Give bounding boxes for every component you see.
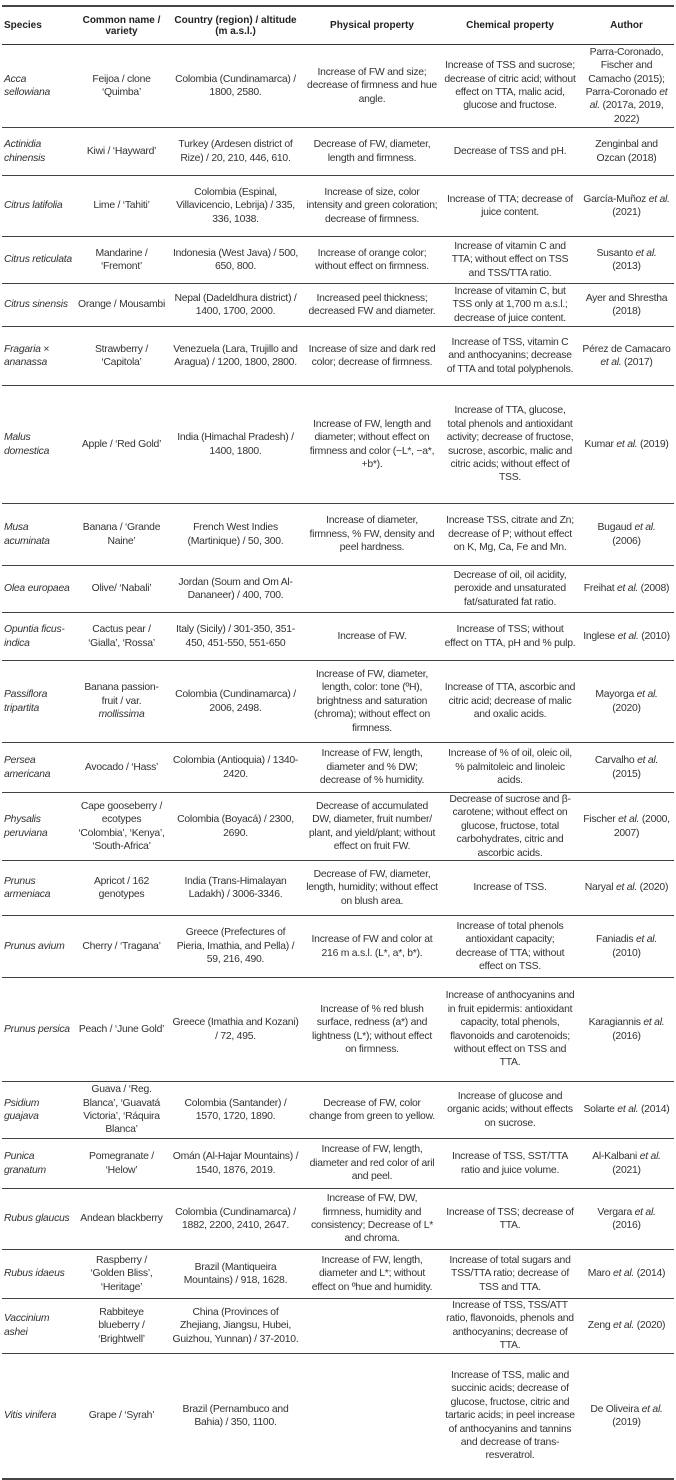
chemical-property-cell: Increase of vitamin C and TTA; without effect on TSS and TSS/TTA ratio. [441, 237, 579, 284]
species-cell: Persea americana [2, 743, 75, 793]
chemical-property-cell: Increase of TSS, TSS/ATT ratio, flavonoids, phenols and anthocyanins; decrease of TTA. [441, 1299, 579, 1354]
species-cell: Acca sellowiana [2, 45, 75, 128]
author-cell: Ayer and Shrestha (2018) [579, 284, 674, 327]
country-cell: Omán (Al-Hajar Mountains) / 1540, 1876, 2019. [168, 1139, 303, 1189]
country-cell: Venezuela (Lara, Trujillo and Aragua) / 1200, 1800, 2800. [168, 327, 303, 386]
author-cell: Inglese et al. (2010) [579, 613, 674, 661]
physical-property-cell: Increase of diameter, firmness, % FW, density and peel hardness. [303, 504, 441, 566]
author-cell: Solarte et al. (2014) [579, 1082, 674, 1139]
common-name-cell: Mandarine / ‘Fremont’ [75, 237, 168, 284]
physical-property-cell: Increase of FW. [303, 613, 441, 661]
physical-property-cell: Increase of orange color; without effect on firmness. [303, 237, 441, 284]
chemical-property-cell: Increase of TTA; decrease of juice content. [441, 176, 579, 237]
author-cell: Mayorga et al. (2020) [579, 661, 674, 743]
physical-property-cell: Increase of size and dark red color; decrease of firmness. [303, 327, 441, 386]
physical-property-cell: Decrease of FW, diameter, length, humidity; without effect on blush area. [303, 861, 441, 916]
common-name-cell: Avocado / ‘Hass’ [75, 743, 168, 793]
chemical-property-cell: Decrease of TSS and pH. [441, 128, 579, 176]
table-row [2, 504, 674, 566]
common-name-cell: Rabbiteye blueberry / ‘Brightwell’ [75, 1299, 168, 1354]
chemical-property-cell: Increase of total phenols antioxidant capacity; decrease of TTA; without effect on TSS. [441, 916, 579, 978]
common-name-cell: Apple / ‘Red Gold’ [75, 386, 168, 504]
species-cell: Prunus avium [2, 916, 75, 978]
chemical-property-cell: Increase of anthocyanins and in fruit epidermis: antioxidant capacity, total phenols, flavonoids and carotenoids; without effect on TSS and TTA. [441, 978, 579, 1082]
species-cell: Vaccinium ashei [2, 1299, 75, 1354]
table-body [2, 45, 674, 1480]
country-cell: Brazil (Pernambuco and Bahia) / 350, 1100. [168, 1353, 303, 1479]
country-cell: India (Himachal Pradesh) / 1400, 1800. [168, 386, 303, 504]
author-cell: Carvalho et al. (2015) [579, 743, 674, 793]
table-row [2, 1189, 674, 1250]
species-cell: Rubus idaeus [2, 1250, 75, 1299]
country-cell: French West Indies (Martinique) / 50, 300. [168, 504, 303, 566]
author-cell: García-Muñoz et al. (2021) [579, 176, 674, 237]
country-cell: Greece (Prefectures of Pieria, Imathia, and Pella) / 59, 216, 490. [168, 916, 303, 978]
chemical-property-cell: Increase of TTA, ascorbic and citric acid; decrease of malic and oxalic acids. [441, 661, 579, 743]
species-cell: Malus domestica [2, 386, 75, 504]
author-cell: Maro et al. (2014) [579, 1250, 674, 1299]
physical-property-cell: Increase of FW and size; decrease of firmness and hue angle. [303, 45, 441, 128]
physical-property-cell: Increase of % red blush surface, redness (a*) and lightness (L*); without effect on firmness. [303, 978, 441, 1082]
fruit-altitude-table [2, 5, 674, 1480]
physical-property-cell: Increase of FW, length and diameter; without effect on firmness and color (−L*, −a*, +b*). [303, 386, 441, 504]
country-cell: Turkey (Ardesen district of Rize) / 20, 210, 446, 610. [168, 128, 303, 176]
country-cell: Brazil (Mantiqueira Mountains) / 918, 1628. [168, 1250, 303, 1299]
table-row [2, 1082, 674, 1139]
author-cell: Freihat et al. (2008) [579, 566, 674, 613]
chemical-property-cell: Decrease of oil, oil acidity, peroxide and unsaturated fat/saturated fat ratio. [441, 566, 579, 613]
common-name-cell: Cape gooseberry / ecotypes ‘Colombia’, ‘Kenya’, ‘South-Africa’ [75, 793, 168, 861]
physical-property-cell [303, 1299, 441, 1354]
country-cell: Indonesia (West Java) / 500, 650, 800. [168, 237, 303, 284]
common-name-cell: Feijoa / clone ‘Quimba’ [75, 45, 168, 128]
physical-property-cell: Decrease of accumulated DW, diameter, fruit number/ plant, and yield/plant; without effect on fruit FW. [303, 793, 441, 861]
author-cell: Parra-Coronado, Fischer and Camacho (2015); Parra-Coronado et al. (2017a, 2019, 2022) [579, 45, 674, 128]
physical-property-cell: Increase of FW, length, diameter and L*; without effect on ºhue and humidity. [303, 1250, 441, 1299]
common-name-cell: Raspberry / ‘Golden Bliss’, ‘Heritage’ [75, 1250, 168, 1299]
table-row [2, 386, 674, 504]
country-cell: Colombia (Cundinamarca) / 1800, 2580. [168, 45, 303, 128]
author-cell: Bugaud et al. (2006) [579, 504, 674, 566]
table-row [2, 793, 674, 861]
species-cell: Prunus armeniaca [2, 861, 75, 916]
physical-property-cell: Increase of FW, DW, firmness, humidity and consistency; Decrease of L* and chroma. [303, 1189, 441, 1250]
table-row [2, 176, 674, 237]
table-row [2, 978, 674, 1082]
physical-property-cell: Increase of FW, length, diameter and red color of aril and peel. [303, 1139, 441, 1189]
common-name-cell: Orange / Mousambi [75, 284, 168, 327]
country-cell: Greece (Imathia and Kozani) / 72, 495. [168, 978, 303, 1082]
species-cell: Musa acuminata [2, 504, 75, 566]
species-cell: Citrus latifolia [2, 176, 75, 237]
species-cell: Punica granatum [2, 1139, 75, 1189]
author-cell: Zeng et al. (2020) [579, 1299, 674, 1354]
table-row [2, 1353, 674, 1479]
table-row [2, 743, 674, 793]
species-cell: Passiflora tripartita [2, 661, 75, 743]
author-cell: Naryal et al. (2020) [579, 861, 674, 916]
common-name-cell: Cactus pear / ‘Gialla’, ‘Rossa’ [75, 613, 168, 661]
country-cell: Colombia (Cundinamarca) / 1882, 2200, 2410, 2647. [168, 1189, 303, 1250]
common-name-cell: Grape / ‘Syrah’ [75, 1353, 168, 1479]
physical-property-cell: Increase of FW and color at 216 m a.s.l. (L*, a*, b*). [303, 916, 441, 978]
chemical-property-cell: Increase of TSS, malic and succinic acids; decrease of glucose, fructose, citric and tartaric acids; in peel increase of anthocyanins and tannins and decrease of trans-resveratrol. [441, 1353, 579, 1479]
country-cell: Colombia (Antioquia) / 1340-2420. [168, 743, 303, 793]
species-cell: Fragaria × ananassa [2, 327, 75, 386]
species-cell: Olea europaea [2, 566, 75, 613]
country-cell: Colombia (Espinal, Villavicencio, Lebrija) / 335, 336, 1038. [168, 176, 303, 237]
author-cell: Karagiannis et al. (2016) [579, 978, 674, 1082]
header-country: Country (region) / altitude (m a.s.l.) [168, 6, 303, 45]
country-cell: Italy (Sicily) / 301-350, 351-450, 451-550, 551-650 [168, 613, 303, 661]
header-author: Author [579, 6, 674, 45]
chemical-property-cell: Increase of glucose and organic acids; without effects on sucrose. [441, 1082, 579, 1139]
species-cell: Actinidia chinensis [2, 128, 75, 176]
chemical-property-cell: Increase of TSS; without effect on TTA, pH and % pulp. [441, 613, 579, 661]
header-chemical: Chemical property [441, 6, 579, 45]
species-cell: Citrus sinensis [2, 284, 75, 327]
common-name-cell: Apricot / 162 genotypes [75, 861, 168, 916]
table-row [2, 861, 674, 916]
table-row [2, 327, 674, 386]
author-cell: Al-Kalbani et al. (2021) [579, 1139, 674, 1189]
chemical-property-cell: Increase of vitamin C, but TSS only at 1,700 m a.s.l.; decrease of juice content. [441, 284, 579, 327]
common-name-cell: Olive/ ‘Nabali’ [75, 566, 168, 613]
table-row [2, 566, 674, 613]
common-name-cell: Pomegranate / ‘Helow’ [75, 1139, 168, 1189]
species-cell: Rubus glaucus [2, 1189, 75, 1250]
table-row [2, 661, 674, 743]
common-name-cell: Lime / ‘Tahiti’ [75, 176, 168, 237]
species-cell: Citrus reticulata [2, 237, 75, 284]
author-cell: Fischer et al. (2000, 2007) [579, 793, 674, 861]
physical-property-cell [303, 1353, 441, 1479]
species-cell: Psidium guajava [2, 1082, 75, 1139]
table-row [2, 128, 674, 176]
physical-property-cell: Decrease of FW, color change from green to yellow. [303, 1082, 441, 1139]
country-cell: Colombia (Cundinamarca) / 2006, 2498. [168, 661, 303, 743]
common-name-cell: Banana / ‘Grande Naine’ [75, 504, 168, 566]
table-row [2, 1139, 674, 1189]
species-cell: Physalis peruviana [2, 793, 75, 861]
chemical-property-cell: Increase of TSS; decrease of TTA. [441, 1189, 579, 1250]
species-cell: Prunus persica [2, 978, 75, 1082]
table-row [2, 916, 674, 978]
common-name-cell: Andean blackberry [75, 1189, 168, 1250]
header-physical: Physical property [303, 6, 441, 45]
author-cell: Faniadis et al. (2010) [579, 916, 674, 978]
chemical-property-cell: Increase of TSS, SST/TTA ratio and juice volume. [441, 1139, 579, 1189]
chemical-property-cell: Increase TSS, citrate and Zn; decrease of P; without effect on K, Mg, Ca, Fe and Mn. [441, 504, 579, 566]
chemical-property-cell: Increase of TSS and sucrose; decrease of citric acid; without effect on TTA, malic acid, glucose and fructose. [441, 45, 579, 128]
header-common-name: Common name / variety [75, 6, 168, 45]
chemical-property-cell: Decrease of sucrose and β-carotene; without effect on glucose, fructose, total carbohydrates, citric and ascorbic acids. [441, 793, 579, 861]
physical-property-cell: Increase of size, color intensity and green coloration; decrease of firmness. [303, 176, 441, 237]
country-cell: India (Trans-Himalayan Ladakh) / 3006-3346. [168, 861, 303, 916]
table-row [2, 237, 674, 284]
physical-property-cell: Increase of FW, length, diameter and % DW; decrease of % humidity. [303, 743, 441, 793]
common-name-cell: Strawberry / ‘Capitola’ [75, 327, 168, 386]
chemical-property-cell: Increase of TSS, vitamin C and anthocyanins; decrease of TTA and total polyphenols. [441, 327, 579, 386]
author-cell: Pérez de Camacaro et al. (2017) [579, 327, 674, 386]
chemical-property-cell: Increase of TSS. [441, 861, 579, 916]
author-cell: Susanto et al. (2013) [579, 237, 674, 284]
header-species: Species [2, 6, 75, 45]
country-cell: Colombia (Boyacá) / 2300, 2690. [168, 793, 303, 861]
physical-property-cell: Increase of FW, diameter, length, color: tone (ºH), brightness and saturation (chroma); without effect on firmness. [303, 661, 441, 743]
table-row [2, 613, 674, 661]
author-cell: Zenginbal and Ozcan (2018) [579, 128, 674, 176]
table-row [2, 45, 674, 128]
table-row [2, 1299, 674, 1354]
common-name-cell: Kiwi / ‘Hayward’ [75, 128, 168, 176]
author-cell: Kumar et al. (2019) [579, 386, 674, 504]
country-cell: Colombia (Santander) / 1570, 1720, 1890. [168, 1082, 303, 1139]
common-name-cell: Cherry / ‘Tragana’ [75, 916, 168, 978]
header-row [2, 6, 674, 45]
physical-property-cell: Decrease of FW, diameter, length and firmness. [303, 128, 441, 176]
country-cell: Jordan (Soum and Om Al-Dananeer) / 400, 700. [168, 566, 303, 613]
common-name-cell: Peach / ‘June Gold’ [75, 978, 168, 1082]
common-name-cell: Banana passion-fruit / var. mollissima [75, 661, 168, 743]
chemical-property-cell: Increase of % of oil, oleic oil, % palmitoleic and linoleic acids. [441, 743, 579, 793]
table-row [2, 284, 674, 327]
chemical-property-cell: Increase of TTA, glucose, total phenols and antioxidant activity; decrease of fructose, sucrose, ascorbic, malic and citric acids; without effect of TSS. [441, 386, 579, 504]
physical-property-cell: Increased peel thickness; decreased FW and diameter. [303, 284, 441, 327]
author-cell: Vergara et al. (2016) [579, 1189, 674, 1250]
species-cell: Opuntia ficus-indica [2, 613, 75, 661]
country-cell: China (Provinces of Zhejiang, Jiangsu, Hubei, Guizhou, Yunnan) / 37-2010. [168, 1299, 303, 1354]
table-row [2, 1250, 674, 1299]
physical-property-cell [303, 566, 441, 613]
chemical-property-cell: Increase of total sugars and TSS/TTA ratio; decrease of TSS and TTA. [441, 1250, 579, 1299]
country-cell: Nepal (Dadeldhura district) / 1400, 1700, 2000. [168, 284, 303, 327]
species-cell: Vitis vinifera [2, 1353, 75, 1479]
author-cell: De Oliveira et al. (2019) [579, 1353, 674, 1479]
common-name-cell: Guava / ‘Reg. Blanca’, ‘Guavatá Victoria’, ‘Ráquira Blanca’ [75, 1082, 168, 1139]
